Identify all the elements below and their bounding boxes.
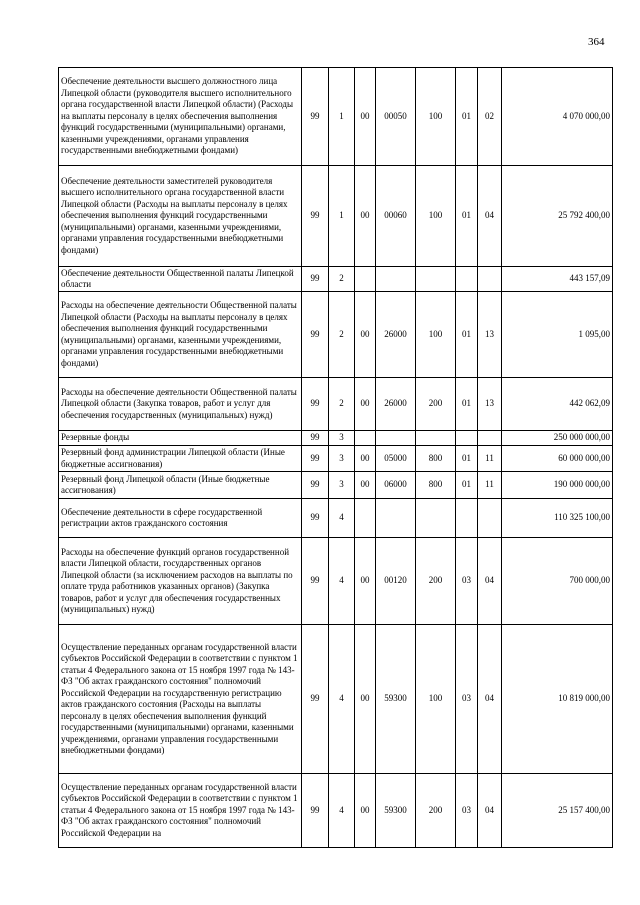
program-code: 99 (302, 499, 329, 538)
program-code: 99 (302, 292, 329, 378)
subprogram-code: 3 (329, 472, 355, 499)
table-row (59, 166, 613, 267)
amount: 110 325 100,00 (502, 499, 613, 538)
subprogram-code: 2 (329, 267, 355, 292)
expense-type-code: 100 (416, 292, 456, 378)
subsection-code: 13 (478, 292, 502, 378)
direction-code (376, 431, 416, 446)
section-code: 03 (456, 538, 478, 625)
main-event-code (355, 267, 376, 292)
main-event-code: 00 (355, 538, 376, 625)
main-event-code: 00 (355, 774, 376, 848)
program-code: 99 (302, 166, 329, 267)
section-code (456, 499, 478, 538)
section-code (456, 431, 478, 446)
amount: 700 000,00 (502, 538, 613, 625)
amount: 1 095,00 (502, 292, 613, 378)
table-row (59, 774, 613, 848)
amount: 25 792 400,00 (502, 166, 613, 267)
subprogram-code: 3 (329, 431, 355, 446)
program-code: 99 (302, 68, 329, 166)
expense-type-code: 800 (416, 472, 456, 499)
amount: 60 000 000,00 (502, 446, 613, 472)
table-row (59, 68, 613, 166)
expense-type-code: 100 (416, 625, 456, 774)
budget-table-body (59, 68, 613, 848)
amount: 250 000 000,00 (502, 431, 613, 446)
section-code: 01 (456, 446, 478, 472)
table-row (59, 499, 613, 538)
main-event-code: 00 (355, 378, 376, 431)
budget-table (58, 67, 613, 848)
subprogram-code: 1 (329, 68, 355, 166)
row-description: Расходы на обеспечение функций органов государственной власти Липецкой области, государственных органов Липецкой области (за исключением расходов на выплаты по оплате труда работников указанных органов) (Закупка товаров, работ и услуг для обеспечения государственных (муниципальных) нужд) (59, 538, 302, 625)
subprogram-code: 4 (329, 499, 355, 538)
section-code: 01 (456, 68, 478, 166)
subprogram-code: 1 (329, 166, 355, 267)
row-description: Резервные фонды (59, 431, 302, 446)
expense-type-code: 200 (416, 538, 456, 625)
expense-type-code: 100 (416, 68, 456, 166)
direction-code: 05000 (376, 446, 416, 472)
main-event-code: 00 (355, 166, 376, 267)
row-description: Обеспечение деятельности Общественной палаты Липецкой области (59, 267, 302, 292)
row-description: Расходы на обеспечение деятельности Общественной палаты Липецкой области (Закупка товаров, работ и услуг для обеспечения государственных (муниципальных) нужд) (59, 378, 302, 431)
direction-code (376, 499, 416, 538)
direction-code: 00060 (376, 166, 416, 267)
table-row (59, 472, 613, 499)
table-row (59, 625, 613, 774)
table-row (59, 292, 613, 378)
main-event-code (355, 431, 376, 446)
subsection-code: 04 (478, 538, 502, 625)
program-code: 99 (302, 538, 329, 625)
table-row (59, 378, 613, 431)
row-description: Осуществление переданных органам государственной власти субъектов Российской Федерации в соответствии с пунктом 1 статьи 4 Федерального закона от 15 ноября 1997 года № 143-ФЗ "Об актах гражданского состояния" полномочий Российской Федерации на (59, 774, 302, 848)
amount: 442 062,09 (502, 378, 613, 431)
subsection-code: 04 (478, 774, 502, 848)
subprogram-code: 2 (329, 378, 355, 431)
section-code: 01 (456, 378, 478, 431)
section-code: 01 (456, 292, 478, 378)
subsection-code: 11 (478, 472, 502, 499)
row-description: Обеспечение деятельности заместителей руководителя высшего исполнительного органа государственной власти Липецкой области (Расходы на выплаты персоналу в целях обеспечения выполнения функций государственными (муниципальными) органами, казенными учреждениями, органами управления государственными внебюджетными фондами) (59, 166, 302, 267)
section-code: 01 (456, 472, 478, 499)
amount: 25 157 400,00 (502, 774, 613, 848)
expense-type-code: 100 (416, 166, 456, 267)
main-event-code: 00 (355, 625, 376, 774)
program-code: 99 (302, 378, 329, 431)
amount: 190 000 000,00 (502, 472, 613, 499)
direction-code: 59300 (376, 625, 416, 774)
subprogram-code: 4 (329, 774, 355, 848)
row-description: Резервный фонд администрации Липецкой области (Иные бюджетные ассигнования) (59, 446, 302, 472)
amount: 443 157,09 (502, 267, 613, 292)
expense-type-code: 200 (416, 774, 456, 848)
subsection-code (478, 267, 502, 292)
subsection-code (478, 431, 502, 446)
subsection-code: 04 (478, 166, 502, 267)
row-description: Осуществление переданных органам государственной власти субъектов Российской Федерации в соответствии с пунктом 1 статьи 4 Федерального закона от 15 ноября 1997 года № 143-ФЗ "Об актах гражданского состояния" полномочий Российской Федерации на государственную регистрацию актов гражданского состояния (Расходы на выплаты персоналу в целях обеспечения выполнения функций государственными (муниципальными) органами, казенными учреждениями, органами управления государственными внебюджетными фондами) (59, 625, 302, 774)
subsection-code (478, 499, 502, 538)
direction-code: 59300 (376, 774, 416, 848)
subprogram-code: 3 (329, 446, 355, 472)
section-code: 03 (456, 625, 478, 774)
main-event-code: 00 (355, 472, 376, 499)
main-event-code: 00 (355, 446, 376, 472)
direction-code (376, 267, 416, 292)
section-code: 01 (456, 166, 478, 267)
expense-type-code (416, 267, 456, 292)
subprogram-code: 2 (329, 292, 355, 378)
amount: 10 819 000,00 (502, 625, 613, 774)
table-row (59, 267, 613, 292)
subsection-code: 11 (478, 446, 502, 472)
expense-type-code (416, 431, 456, 446)
subsection-code: 04 (478, 625, 502, 774)
main-event-code: 00 (355, 292, 376, 378)
main-event-code: 00 (355, 68, 376, 166)
expense-type-code (416, 499, 456, 538)
row-description: Обеспечение деятельности высшего должностного лица Липецкой области (руководителя высшего исполнительного органа государственной власти Липецкой области) (Расходы на выплаты персоналу в целях обеспечения выполнения функций государственными (муниципальными) органами, казенными учреждениями, органами управления государственными внебюджетными фондами) (59, 68, 302, 166)
program-code: 99 (302, 625, 329, 774)
expense-type-code: 200 (416, 378, 456, 431)
program-code: 99 (302, 472, 329, 499)
section-code: 03 (456, 774, 478, 848)
table-row (59, 538, 613, 625)
direction-code: 00120 (376, 538, 416, 625)
expense-type-code: 800 (416, 446, 456, 472)
page-number: 364 (588, 36, 605, 48)
row-description: Расходы на обеспечение деятельности Общественной палаты Липецкой области (Расходы на выплаты персоналу в целях обеспечения выполнения функций государственными (муниципальными) органами, казенными учреждениями, органами управления государственными внебюджетными фондами) (59, 292, 302, 378)
direction-code: 26000 (376, 292, 416, 378)
subprogram-code: 4 (329, 625, 355, 774)
subsection-code: 02 (478, 68, 502, 166)
row-description: Резервный фонд Липецкой области (Иные бюджетные ассигнования) (59, 472, 302, 499)
program-code: 99 (302, 774, 329, 848)
row-description: Обеспечение деятельности в сфере государственной регистрации актов гражданского состояния (59, 499, 302, 538)
subsection-code: 13 (478, 378, 502, 431)
table-row (59, 446, 613, 472)
amount: 4 070 000,00 (502, 68, 613, 166)
direction-code: 00050 (376, 68, 416, 166)
direction-code: 26000 (376, 378, 416, 431)
section-code (456, 267, 478, 292)
direction-code: 06000 (376, 472, 416, 499)
program-code: 99 (302, 267, 329, 292)
program-code: 99 (302, 431, 329, 446)
program-code: 99 (302, 446, 329, 472)
table-row (59, 431, 613, 446)
subprogram-code: 4 (329, 538, 355, 625)
main-event-code (355, 499, 376, 538)
